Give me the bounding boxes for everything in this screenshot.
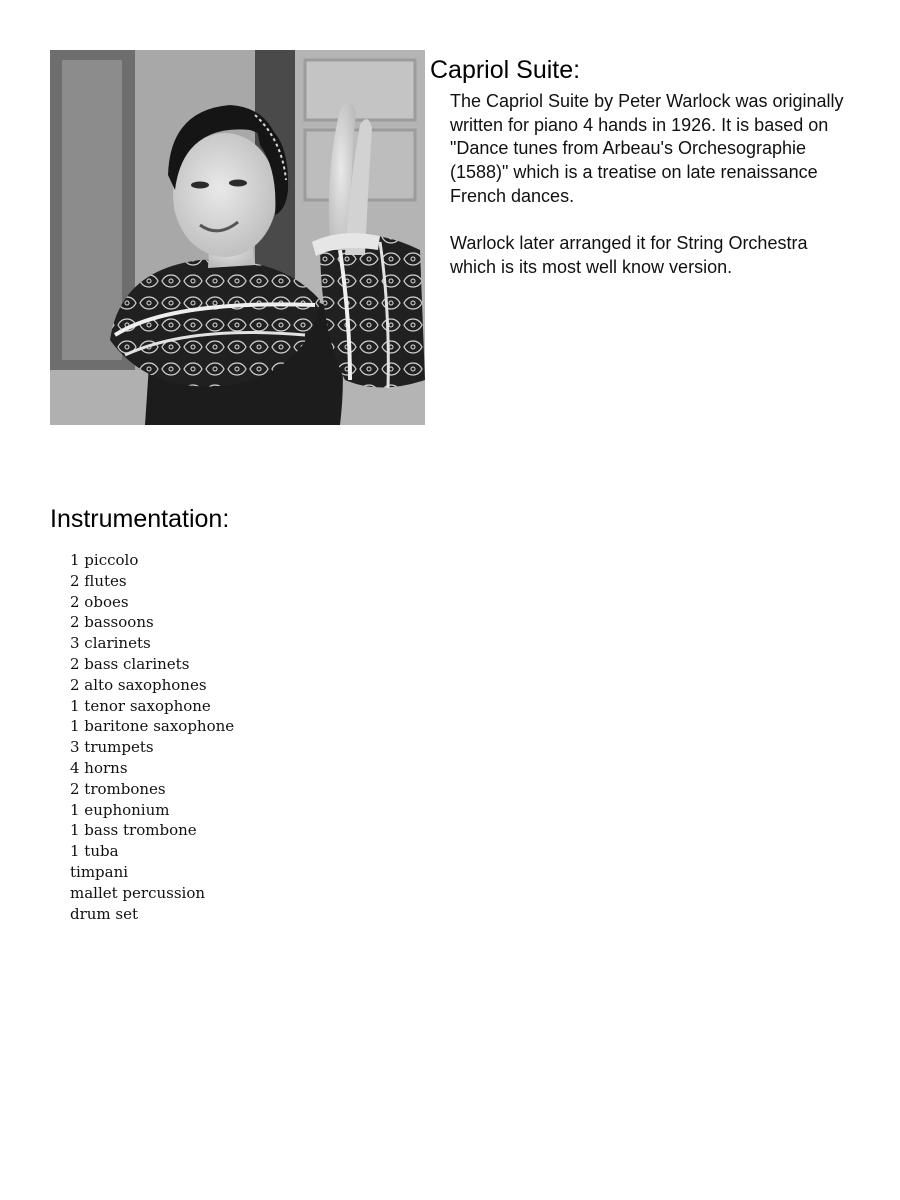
instrument-item: 2 alto saxophones <box>70 675 207 694</box>
instrument-item: 1 bass trombone <box>70 821 197 840</box>
description <box>450 90 850 280</box>
description-paragraph: Warlock later arranged it for String Orchestra which is its most well know version. <box>450 233 808 277</box>
instrumentation-heading: Instrumentation: <box>50 505 230 533</box>
instrument-item: 2 bass clarinets <box>70 654 190 673</box>
instrument-item: 1 piccolo <box>70 551 139 569</box>
instrument-item: 4 horns <box>70 758 128 777</box>
instrument-item: drum set <box>70 904 139 923</box>
instrument-item: 2 oboes <box>70 592 129 611</box>
instrument-item: 1 baritone saxophone <box>70 717 235 736</box>
instrument-item: 3 clarinets <box>70 634 151 653</box>
instrument-item: 1 tuba <box>70 842 119 861</box>
dancer-photo <box>50 50 425 425</box>
instrument-item: 2 bassoons <box>70 613 154 632</box>
instrumentation-list <box>70 550 234 924</box>
instrument-item: 1 tenor saxophone <box>70 696 211 715</box>
instrument-item: mallet percussion <box>70 883 206 902</box>
section-title: Capriol Suite: <box>430 56 581 84</box>
instrument-item: 1 euphonium <box>70 800 170 819</box>
instrument-item: 3 trumpets <box>70 738 154 757</box>
description-paragraph: The Capriol Suite by Peter Warlock was originally written for piano 4 hands in 1926. It is based on "Dance tunes from Arbeau's Orchesographie (1588)" which is a treatise on late renaissance French dances. <box>450 91 844 206</box>
instrument-item: 2 flutes <box>70 571 127 590</box>
instrument-item: 2 trombones <box>70 779 166 798</box>
instrument-item: timpani <box>70 862 129 881</box>
